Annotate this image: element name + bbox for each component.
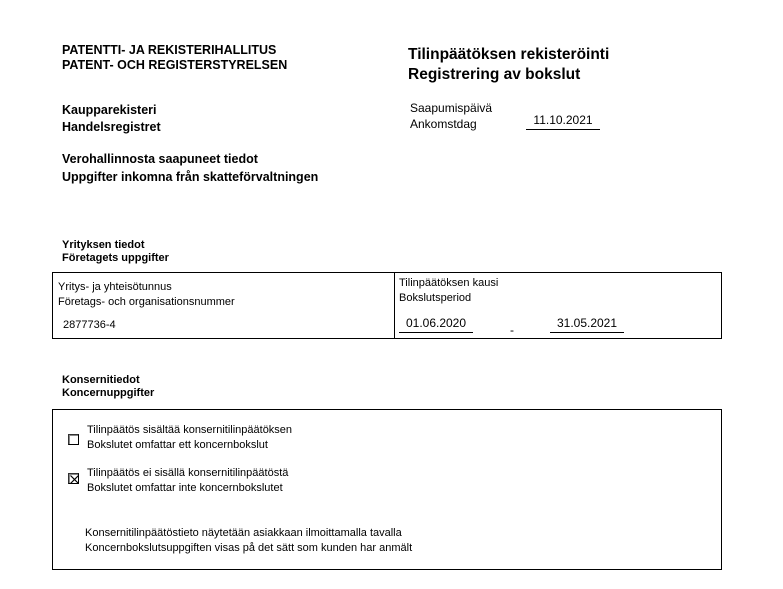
group-info-note-fi: Konsernitilinpäätöstieto näytetään asiakkaan ilmoittamalla tavalla xyxy=(85,527,402,539)
option-label-sv: Bokslutet omfattar ett koncernbokslut xyxy=(87,439,268,451)
registry-name-fi: Kaupparekisteri xyxy=(62,103,157,117)
group-info-note-sv: Koncernbokslutsuppgiften visas på det sätt som kunden har anmält xyxy=(85,542,413,554)
period-label-fi: Tilinpäätöksen kausi xyxy=(399,277,499,289)
period-separator: - xyxy=(510,323,514,337)
registry-name xyxy=(62,102,161,136)
group-section-title-sv: Koncernuppgifter xyxy=(62,387,155,399)
business-id-label-sv: Företags- och organisationsnummer xyxy=(58,296,235,308)
organization-name xyxy=(62,43,287,73)
group-info-box xyxy=(52,409,722,570)
period-start-date: 01.06.2020 xyxy=(399,316,473,333)
group-accounts-included-checkbox[interactable] xyxy=(68,434,79,445)
tax-info-heading-fi: Verohallinnosta saapuneet tiedot xyxy=(62,152,258,166)
organization-name-fi: PATENTTI- JA REKISTERIHALLITUS xyxy=(62,43,277,57)
tax-info-heading xyxy=(62,150,318,186)
option-label-fi: Tilinpäätös sisältää konsernitilinpäätöksen xyxy=(87,424,293,436)
arrival-date-label-fi: Saapumispäivä xyxy=(410,101,493,115)
arrival-date-label-sv: Ankomstdag xyxy=(410,117,477,131)
company-info-box xyxy=(52,272,722,339)
arrival-date-label xyxy=(410,100,492,132)
group-accounts-not-included-checkbox[interactable] xyxy=(68,473,79,484)
tax-info-heading-sv: Uppgifter inkomna från skatteförvaltningen xyxy=(62,170,319,184)
organization-name-sv: PATENT- OCH REGISTERSTYRELSEN xyxy=(62,58,288,72)
option-label-sv: Bokslutet omfattar inte koncernbokslutet xyxy=(87,482,283,494)
period-end-date: 31.05.2021 xyxy=(550,316,624,333)
company-section-title-sv: Företagets uppgifter xyxy=(62,252,169,264)
period-label xyxy=(399,276,498,306)
document-title-sv: Registrering av bokslut xyxy=(408,66,581,83)
business-id-label-fi: Yritys- ja yhteisötunnus xyxy=(58,281,172,293)
document-title-fi: Tilinpäätöksen rekisteröinti xyxy=(408,46,610,63)
business-id-value: 2877736-4 xyxy=(63,319,116,331)
document-title xyxy=(408,45,609,85)
checkbox-cross-icon xyxy=(69,474,80,485)
period-label-sv: Bokslutsperiod xyxy=(399,292,472,304)
registry-name-sv: Handelsregistret xyxy=(62,120,161,134)
group-accounts-not-included-label xyxy=(87,466,288,496)
group-accounts-included-label xyxy=(87,423,292,453)
group-info-note xyxy=(85,526,412,556)
business-id-label xyxy=(58,280,235,310)
option-label-fi: Tilinpäätös ei sisällä konsernitilinpäätöstä xyxy=(87,467,289,479)
group-section-title xyxy=(62,374,154,400)
company-box-divider xyxy=(394,273,395,338)
group-section-title-fi: Konsernitiedot xyxy=(62,374,140,386)
company-section-title-fi: Yrityksen tiedot xyxy=(62,239,145,251)
company-section-title xyxy=(62,239,169,265)
arrival-date-value: 11.10.2021 xyxy=(526,113,600,130)
